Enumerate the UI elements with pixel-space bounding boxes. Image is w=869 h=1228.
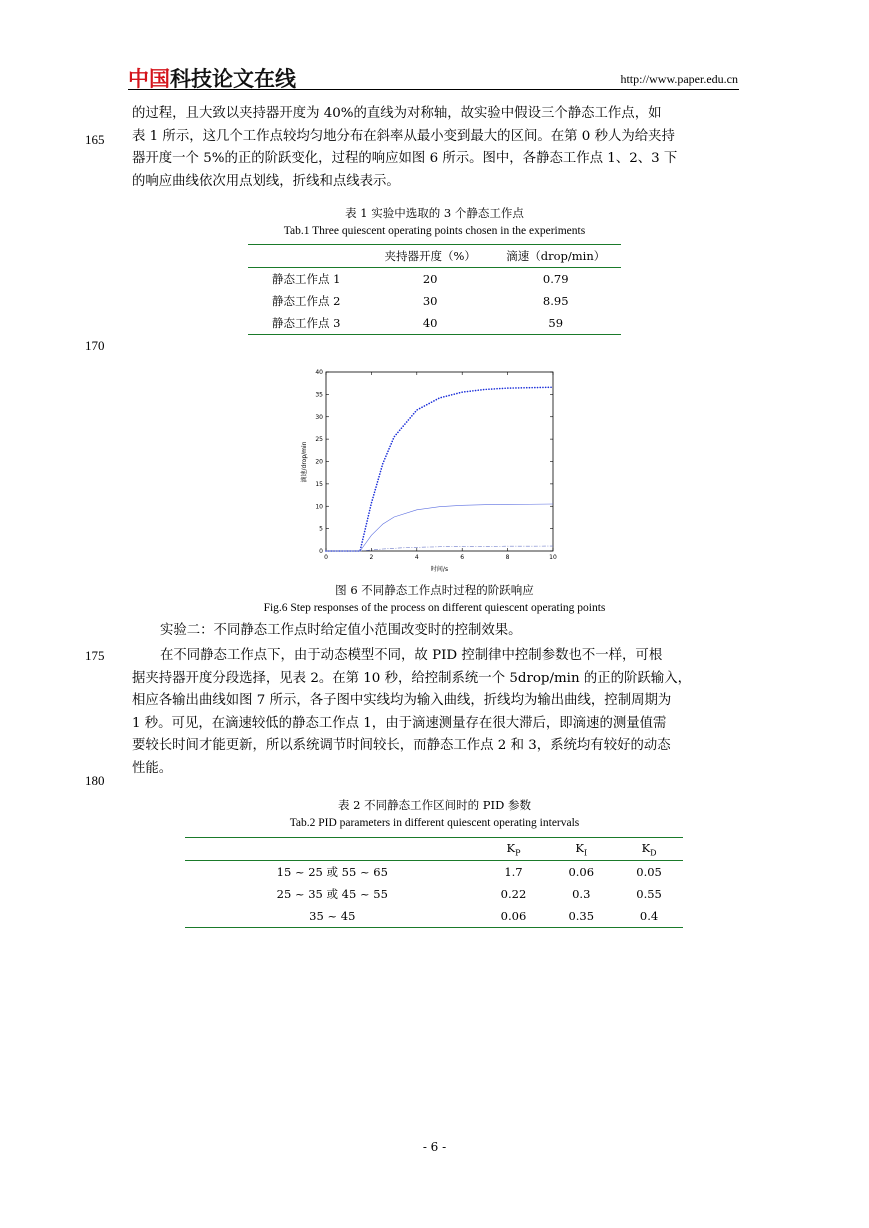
chart-series-group xyxy=(326,387,553,551)
table2-caption-en: Tab.2 PID parameters in different quiescent operating intervals xyxy=(289,817,580,829)
y-tick-label: 15 xyxy=(315,480,323,488)
table-cell: 25 ~ 35 或 45 ~ 55 xyxy=(276,887,388,901)
x-axis-ticks xyxy=(324,372,557,561)
logo-black-text: 科技论文在线 xyxy=(170,67,296,91)
paragraph-1 xyxy=(132,103,738,193)
y-tick-label: 35 xyxy=(315,391,323,399)
text-line: 的响应曲线依次用点划线，折线和点线表示。 xyxy=(132,173,400,189)
table-row xyxy=(248,290,621,312)
table-cell: 静态工作点 3 xyxy=(272,316,341,330)
table2-header-cell xyxy=(185,838,480,861)
table-cell: 8.95 xyxy=(542,294,569,308)
paragraph-3 xyxy=(132,645,738,780)
text-line: 要较长时间才能更新，所以系统调节时间较长，而静态工作点 2 和 3，系统均有较好的动态 xyxy=(132,738,671,753)
y-tick-label: 25 xyxy=(315,436,323,444)
header-symbol: K xyxy=(575,840,584,855)
table-cell: 0.05 xyxy=(636,865,662,879)
y-tick-label: 20 xyxy=(315,458,323,466)
table-row xyxy=(248,268,621,291)
table-cell: 20 xyxy=(422,272,438,286)
x-axis-label: 时间/s xyxy=(430,566,449,573)
series-line-1 xyxy=(326,387,553,551)
text-line: 表 1 所示，这几个工作点较均匀地分布在斜率从最小变到最大的区间。在第 0 秒人为给夹持 xyxy=(132,128,675,144)
x-tick-label: 10 xyxy=(549,554,557,561)
line-number: 180 xyxy=(85,773,105,788)
y-axis-ticks xyxy=(315,369,553,555)
table1-header-row xyxy=(248,245,621,268)
paragraph-2 xyxy=(160,620,738,643)
table-cell: 0.35 xyxy=(568,909,595,923)
x-tick-label: 0 xyxy=(324,554,328,561)
table1 xyxy=(248,244,621,335)
y-tick-label: 10 xyxy=(315,503,323,511)
table-cell: 0.3 xyxy=(572,887,591,901)
table-cell: 静态工作点 2 xyxy=(272,294,341,308)
plot-frame xyxy=(326,372,553,551)
text-line: 器开度一个 5%的正的阶跃变化，过程的响应如图 6 所示。图中，各静态工作点 1、2、3 下 xyxy=(132,151,678,166)
table2 xyxy=(185,837,683,928)
text-line: 在不同静态工作点下，由于动态模型不同，故 PID 控制律中控制参数也不一样，可根 xyxy=(160,648,663,663)
y-axis-label: 滴速/drop/min xyxy=(301,441,308,483)
table-cell: 静态工作点 1 xyxy=(272,272,341,286)
table1-caption-en: Tab.1 Three quiescent operating points chosen in the experiments xyxy=(283,225,586,237)
table1-caption-cn: 表 1 实验中选取的 3 个静态工作点 xyxy=(345,206,524,220)
table-cell: 0.55 xyxy=(636,887,662,901)
table-cell: 35 ~ 45 xyxy=(309,909,356,923)
table1-header-cell xyxy=(248,245,370,268)
table-cell: 59 xyxy=(548,316,564,330)
header-rule xyxy=(128,89,739,90)
x-tick-label: 4 xyxy=(414,554,419,561)
x-tick-label: 6 xyxy=(460,554,465,561)
table-row xyxy=(185,905,683,928)
table2-header-row xyxy=(185,838,683,861)
header-subscript: D xyxy=(650,848,657,858)
figure6-caption-cn: 图 6 不同静态工作点时过程的阶跃响应 xyxy=(335,583,534,597)
table-cell: 0.06 xyxy=(568,865,595,879)
figure6-caption-en: Fig.6 Step responses of the process on different quiescent operating points xyxy=(263,602,606,614)
table-row xyxy=(248,312,621,335)
header-subscript: P xyxy=(515,848,521,858)
text-line: 的过程，且大致以夹持器开度为 40%的直线为对称轴，故实验中假设三个静态工作点，如 xyxy=(132,106,662,121)
table-cell: 0.06 xyxy=(500,909,527,923)
text-line: 相应各输出曲线如图 7 所示，各子图中实线均为输入曲线，折线均为输出曲线，控制周期为 xyxy=(132,693,672,708)
table-cell: 0.22 xyxy=(500,887,527,901)
header-symbol: K xyxy=(641,840,651,855)
text-line: 性能。 xyxy=(132,760,173,776)
series-line-2 xyxy=(326,504,553,551)
x-tick-label: 8 xyxy=(505,554,510,561)
line-number: 175 xyxy=(85,648,105,663)
figure6-step-response-chart xyxy=(290,362,580,580)
table1-header-cell: 夹持器开度（%） xyxy=(384,249,476,263)
table-cell: 40 xyxy=(422,316,438,330)
table2-header-kd xyxy=(615,838,683,861)
header-symbol: K xyxy=(506,840,516,855)
page-number: - 6 - xyxy=(422,1140,447,1154)
table-cell: 0.79 xyxy=(542,272,569,286)
table-cell: 30 xyxy=(422,294,438,308)
table2-header-kp xyxy=(480,838,548,861)
header-url[interactable]: http://www.paper.edu.cn xyxy=(620,72,738,86)
header-subscript: I xyxy=(583,848,588,858)
table1-header-cell: 滴速（drop/min） xyxy=(506,249,606,263)
table-cell: 1.7 xyxy=(504,865,523,879)
y-tick-label: 40 xyxy=(315,369,323,376)
line-number: 165 xyxy=(85,132,105,147)
table-cell: 0.4 xyxy=(639,909,659,923)
table-row xyxy=(185,861,683,884)
text-line: 据夹持器开度分段选择，见表 2。在第 10 秒，给控制系统一个 5drop/min 的正的阶跃输入， xyxy=(132,670,691,686)
y-tick-label: 5 xyxy=(319,525,323,533)
table2-caption-cn: 表 2 不同静态工作区间时的 PID 参数 xyxy=(338,798,531,812)
y-tick-label: 30 xyxy=(315,413,323,421)
table2-header-ki xyxy=(547,838,615,861)
table-row xyxy=(185,883,683,905)
logo-red-text: 中国 xyxy=(128,67,170,91)
y-tick-label: 0 xyxy=(319,548,323,555)
text-line: 实验二：不同静态工作点时给定值小范围改变时的控制效果。 xyxy=(160,623,522,638)
x-tick-label: 2 xyxy=(369,554,374,561)
text-line: 1 秒。可见，在滴速较低的静态工作点 1，由于滴速测量存在很大滞后，即滴速的测量值需 xyxy=(132,715,667,731)
line-number: 170 xyxy=(85,338,105,353)
table-cell: 15 ~ 25 或 55 ~ 65 xyxy=(276,865,388,879)
